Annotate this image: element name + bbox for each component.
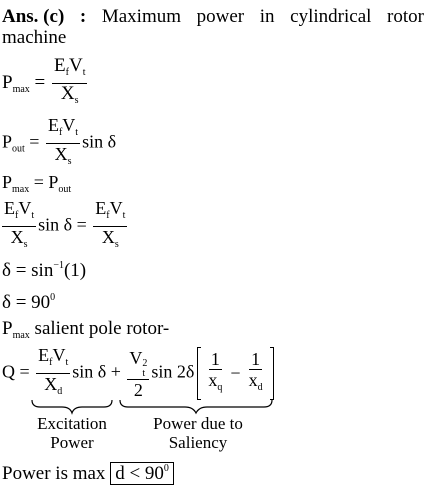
fraction [93, 198, 127, 255]
expression: δ = sin [2, 260, 54, 281]
brace-label-line: Saliency [168, 433, 228, 452]
symbol: P [2, 71, 13, 93]
superscript: 2 [142, 357, 148, 369]
subscript: t [31, 210, 35, 221]
operator: = [29, 131, 40, 152]
subscript: f [65, 67, 69, 78]
subscript: s [23, 239, 28, 250]
symbol: E [38, 345, 50, 365]
symbol: X [54, 144, 68, 164]
subscript: d [57, 386, 63, 397]
answer-label: Ans. (c) [2, 6, 65, 27]
operator: − [230, 363, 241, 383]
expression: sin δ [82, 131, 117, 152]
expression: sin 2δ [151, 361, 195, 382]
equation-pout [2, 115, 116, 172]
symbol: E [4, 198, 15, 218]
heading-word: power [196, 6, 245, 27]
subscript: max [12, 330, 30, 341]
heading-word: Maximum [101, 6, 182, 27]
subscript: f [49, 357, 53, 368]
symbol: X [44, 374, 58, 394]
heading-word: rotor [387, 6, 424, 27]
subscript: max [12, 83, 30, 95]
conclusion-text: Power is max [2, 463, 106, 484]
symbol: V [68, 55, 83, 76]
symbol: X [101, 227, 115, 247]
brace-label-line: Power due to [153, 414, 243, 433]
superscript: 0 [50, 292, 56, 303]
equation-pmax-equals-pout [2, 172, 71, 195]
fraction [247, 349, 265, 398]
boxed-result [110, 462, 174, 485]
subscript: q [217, 382, 223, 393]
symbol: E [95, 198, 107, 218]
expression: = P [29, 172, 59, 192]
symbol: V [18, 198, 32, 218]
symbol: 1 [210, 349, 220, 369]
subscript: t [142, 367, 146, 379]
fraction [36, 345, 70, 402]
expression: δ = 90 [2, 292, 51, 313]
heading-text: salient pole rotor- [29, 318, 170, 339]
symbol: P [2, 131, 13, 152]
subscript: t [82, 67, 86, 78]
subscript: f [58, 127, 63, 138]
equation-delta-90 [2, 292, 55, 314]
symbol: V [52, 345, 66, 365]
fraction [206, 349, 224, 398]
heading-word: in [259, 6, 275, 27]
symbol: V [62, 115, 76, 135]
symbol: x [208, 370, 218, 390]
fraction [46, 115, 80, 172]
brace-label-line: Power [50, 433, 94, 452]
symbol: X [60, 83, 75, 104]
symbol: V [129, 347, 143, 368]
fraction [127, 348, 149, 400]
answer-heading [2, 6, 424, 27]
subscript: out [12, 143, 25, 155]
symbol: P [2, 318, 13, 339]
subscript: f [106, 210, 110, 221]
saliency-brace [120, 400, 272, 413]
fraction [2, 198, 36, 255]
equation-sin-delta [2, 198, 129, 255]
symbol: x [248, 370, 258, 390]
fraction [52, 56, 87, 111]
answer-colon: : [79, 6, 87, 27]
bracket [197, 347, 273, 400]
expression: sin δ = [38, 214, 87, 235]
symbol: X [10, 227, 24, 247]
subscript: out [58, 184, 72, 195]
operator: = [34, 71, 46, 93]
subscript: max [12, 184, 30, 195]
subscript: s [114, 239, 119, 250]
answer-heading-cont: machine [2, 27, 67, 48]
subscript: t [122, 210, 126, 221]
superscript: 0 [163, 463, 169, 474]
symbol: P [2, 172, 13, 192]
symbol: E [54, 55, 66, 76]
expression: Q = [2, 361, 30, 382]
expression: sin δ + [72, 361, 121, 382]
equation-arcsin [2, 260, 86, 282]
brace-label-line: Excitation [37, 414, 107, 433]
subscript: t [65, 357, 69, 368]
subscript: s [67, 156, 72, 167]
subscript: s [74, 95, 79, 106]
subscript: d [257, 382, 263, 393]
expression: (1) [63, 260, 87, 281]
symbol: 1 [251, 349, 261, 369]
salient-pole-heading [2, 318, 169, 346]
symbol: 2 [133, 379, 143, 400]
symbol: E [47, 115, 59, 135]
heading-word: cylindrical [290, 6, 372, 27]
excitation-brace [32, 400, 112, 413]
conclusion-line [2, 458, 174, 484]
excitation-power-label [22, 414, 122, 452]
symbol: V [109, 198, 123, 218]
subscript: t [75, 127, 79, 138]
equation-salient-power [2, 345, 274, 402]
subscript: f [15, 210, 19, 221]
saliency-power-label [136, 414, 260, 452]
boxed-text: d < 90 [115, 463, 164, 484]
equation-pmax [2, 56, 89, 111]
superscript: −1 [53, 260, 64, 271]
